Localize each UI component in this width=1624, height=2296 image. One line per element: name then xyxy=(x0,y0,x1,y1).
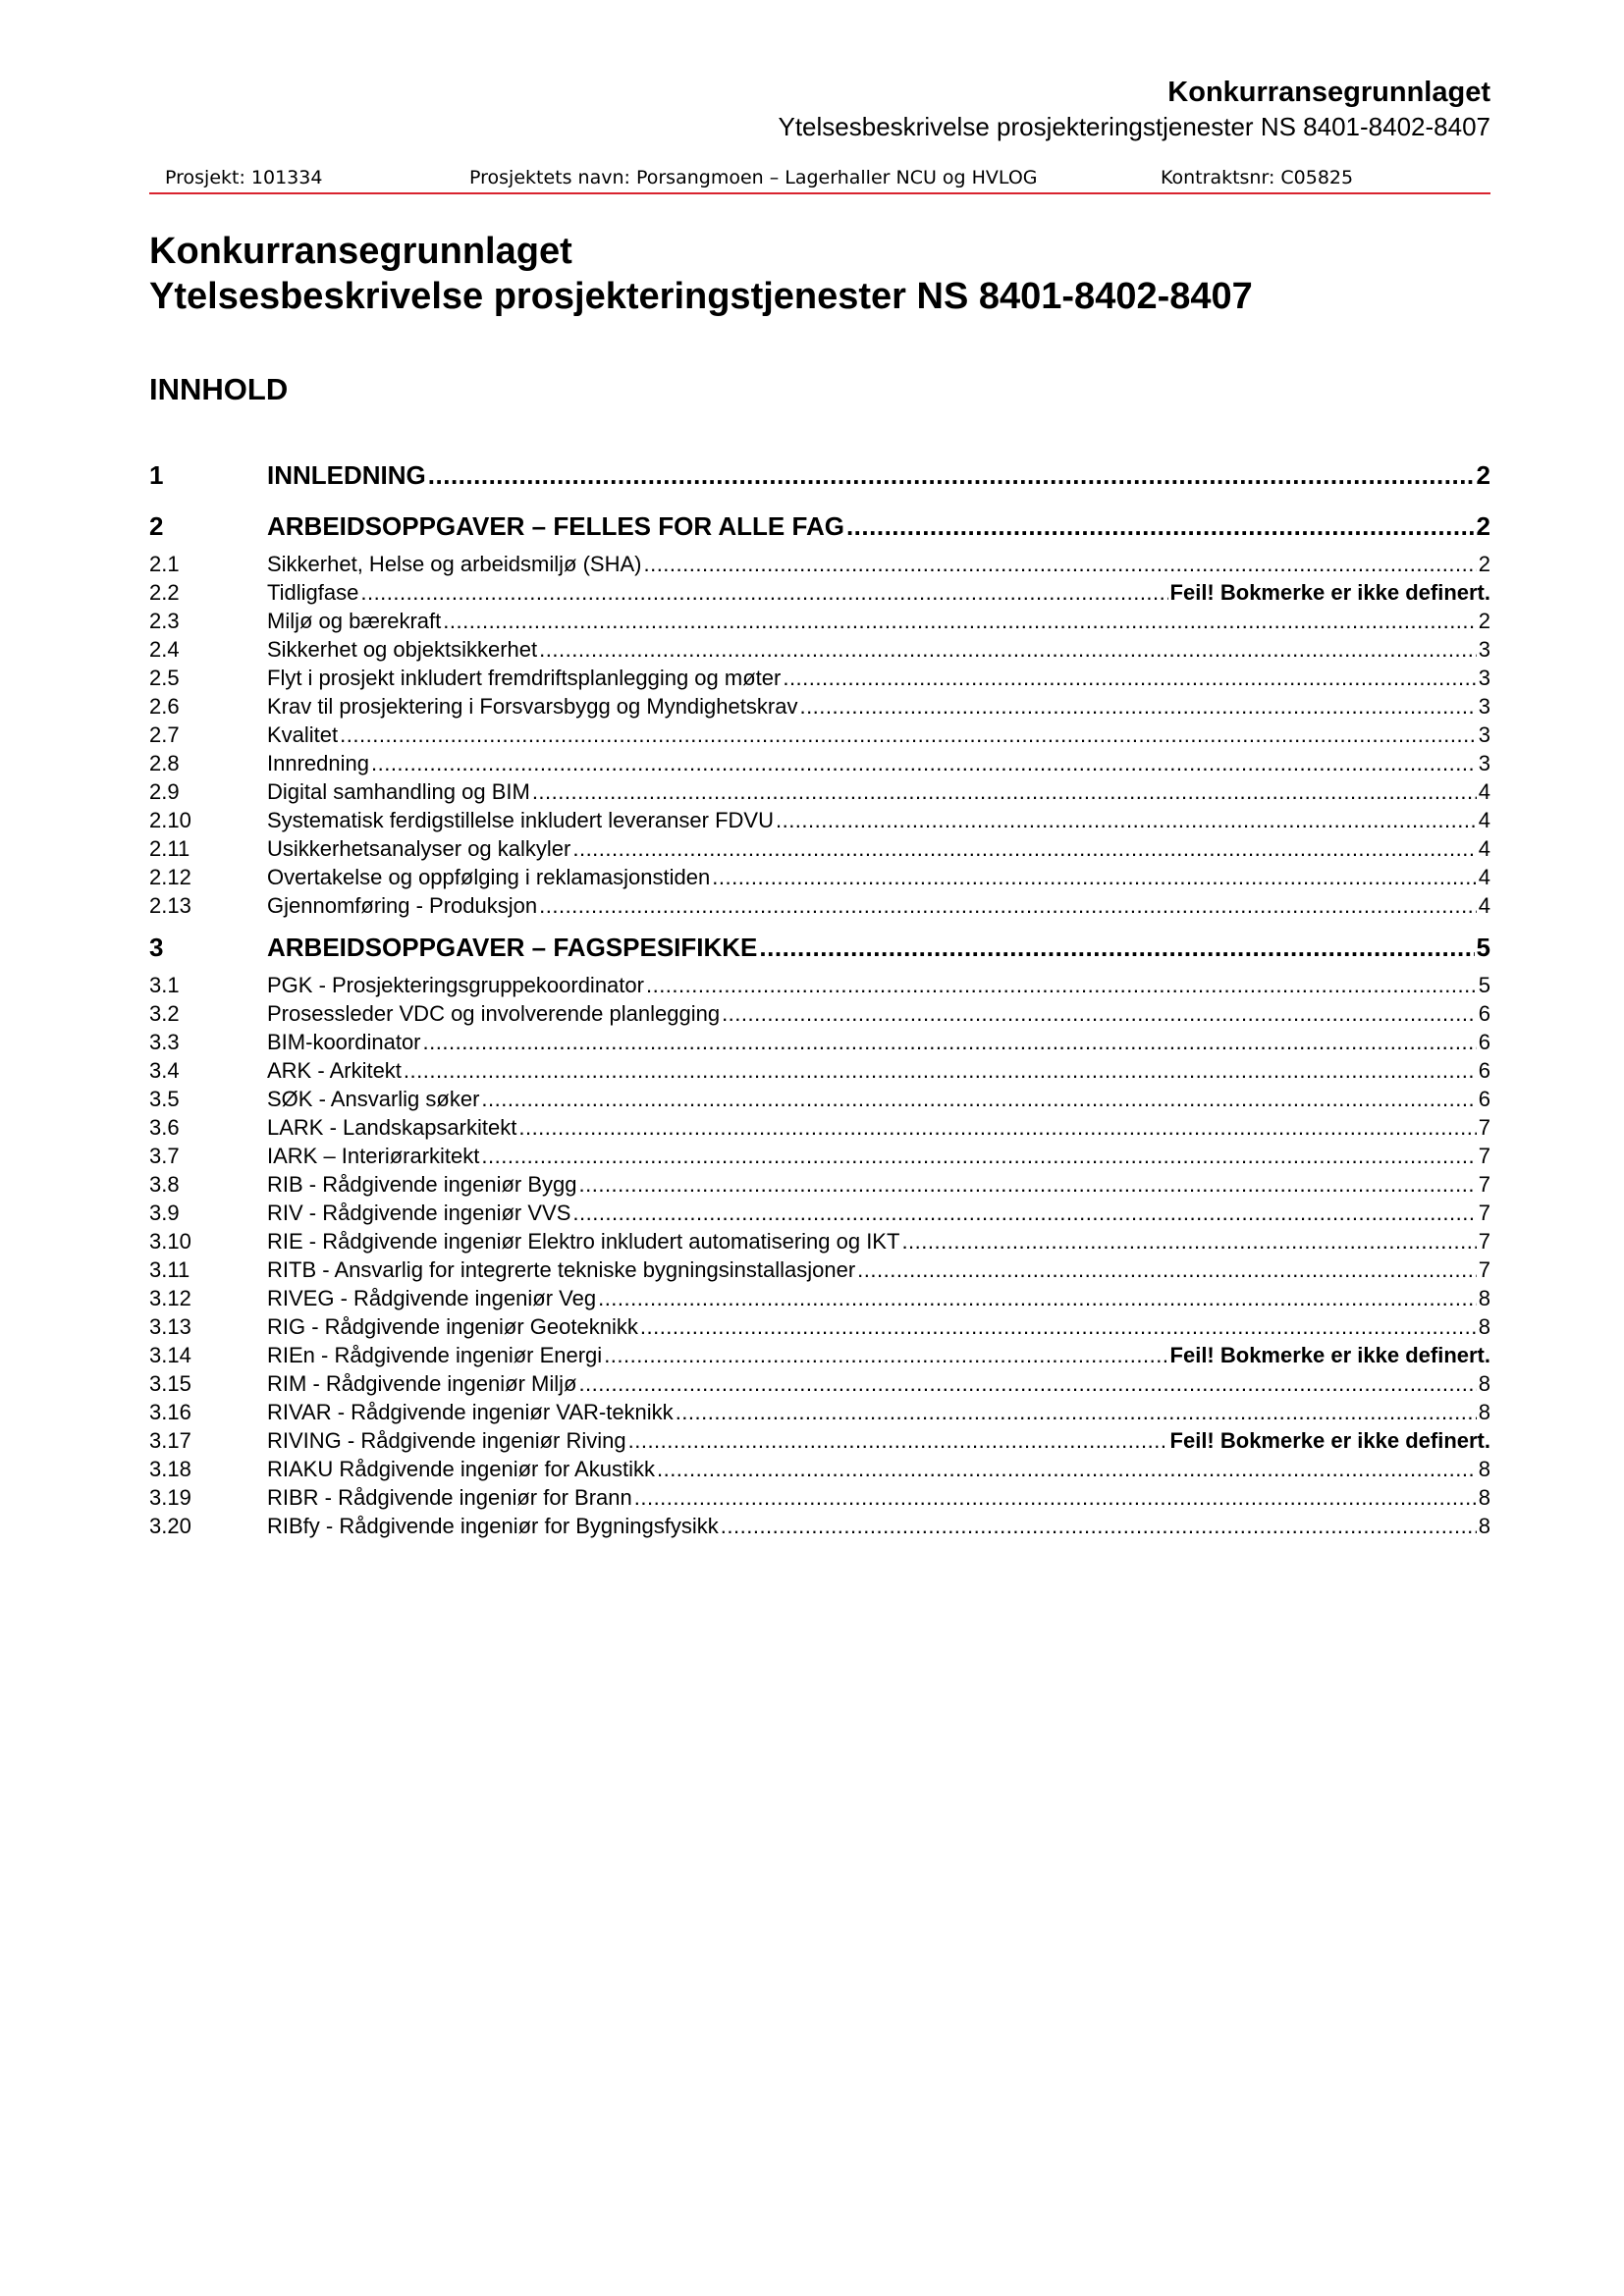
toc-page-number: 3 xyxy=(1478,637,1490,662)
toc-entry-number: 2.5 xyxy=(149,666,180,690)
toc-entry-number: 2.13 xyxy=(149,893,191,918)
toc-page-number: 7 xyxy=(1478,1229,1490,1254)
toc-page-number: 6 xyxy=(1478,1087,1490,1111)
toc-entry-title: Krav til prosjektering i Forsvarsbygg og Myndighetskrav xyxy=(267,694,798,719)
header-subtitle: Ytelsesbeskrivelse prosjekteringstjenester NS 8401-8402-8407 xyxy=(778,112,1490,141)
toc-entry-number: 3.12 xyxy=(149,1286,191,1310)
toc-entry-title: INNLEDNING xyxy=(267,460,426,490)
toc-entry-number: 2 xyxy=(149,511,164,541)
toc-entry-number: 3.2 xyxy=(149,1001,180,1026)
toc-dot-leader xyxy=(404,1056,1477,1085)
toc-dot-leader xyxy=(428,457,1475,493)
toc-entry-title: Systematisk ferdigstillelse inkludert leveranser FDVU xyxy=(267,808,774,832)
toc-entry-number: 2.11 xyxy=(149,836,190,861)
toc-entry-number: 3.13 xyxy=(149,1314,191,1339)
toc-bookmark-error: Feil! Bokmerke er ikke definert. xyxy=(1169,580,1490,605)
project-name: Prosjektets navn: Porsangmoen – Lagerhaller NCU og HVLOG xyxy=(469,167,1038,188)
toc-section-entry[interactable] xyxy=(149,930,1490,971)
toc-page-number: 5 xyxy=(1478,973,1490,997)
toc-dot-leader xyxy=(634,1483,1477,1512)
toc-dot-leader xyxy=(628,1426,1168,1455)
toc-subsection-entry[interactable] xyxy=(149,1512,1490,1540)
toc-page-number: 4 xyxy=(1478,836,1490,861)
toc-entry-title: Kvalitet xyxy=(267,722,339,747)
toc-dot-leader xyxy=(518,1113,1476,1142)
toc-entry-title: IARK – Interiørarkitekt xyxy=(267,1144,480,1168)
toc-entry-title: RIAKU Rådgivende ingeniør for Akustikk xyxy=(267,1457,655,1481)
toc-entry-number: 3.16 xyxy=(149,1400,191,1424)
toc-page-number: 7 xyxy=(1478,1144,1490,1168)
toc-entry-number: 3.15 xyxy=(149,1371,191,1396)
toc-entry-title: Usikkerhetsanalyser og kalkyler xyxy=(267,836,571,861)
toc-subsection-entry[interactable] xyxy=(149,578,1490,607)
toc-dot-leader xyxy=(640,1312,1477,1341)
toc-entry-number: 3.18 xyxy=(149,1457,191,1481)
toc-dot-leader xyxy=(360,578,1167,607)
toc-entry-number: 2.9 xyxy=(149,779,180,804)
toc-dot-leader xyxy=(423,1028,1477,1056)
toc-subsection-entry[interactable] xyxy=(149,971,1490,999)
toc-page-number: 3 xyxy=(1478,666,1490,690)
toc-dot-leader xyxy=(340,721,1477,749)
toc-page-number: 3 xyxy=(1478,751,1490,775)
toc-entry-title: Sikkerhet og objektsikkerhet xyxy=(267,637,538,662)
toc-heading: INNHOLD xyxy=(149,372,289,406)
toc-entry-title: RIB - Rådgivende ingeniør Bygg xyxy=(267,1172,577,1197)
toc-subsection-entry[interactable] xyxy=(149,749,1490,777)
toc-entry-title: RIV - Rådgivende ingeniør VVS xyxy=(267,1201,571,1225)
toc-entry-number: 2.8 xyxy=(149,751,180,775)
header-title: Konkurransegrunnlaget xyxy=(1167,77,1490,108)
toc-page-number: 6 xyxy=(1478,1058,1490,1083)
toc-dot-leader xyxy=(722,999,1477,1028)
toc-dot-leader xyxy=(481,1085,1476,1113)
table-of-contents xyxy=(149,457,1490,1540)
toc-dot-leader xyxy=(539,891,1477,920)
toc-entry-title: RIBfy - Rådgivende ingeniør for Bygningsfysikk xyxy=(267,1514,719,1538)
toc-dot-leader xyxy=(604,1341,1167,1369)
toc-dot-leader xyxy=(572,1199,1476,1227)
toc-subsection-entry[interactable] xyxy=(149,550,1490,578)
toc-entry-title: ARBEIDSOPPGAVER – FELLES FOR ALLE FAG xyxy=(267,511,844,541)
toc-dot-leader xyxy=(579,1170,1477,1199)
toc-entry-title: PGK - Prosjekteringsgruppekoordinator xyxy=(267,973,644,997)
toc-page-number: 2 xyxy=(1476,460,1490,490)
toc-subsection-entry[interactable] xyxy=(149,1028,1490,1056)
toc-page-number: 7 xyxy=(1478,1201,1490,1225)
document-title-line2: Ytelsesbeskrivelse prosjekteringstjenester NS 8401-8402-8407 xyxy=(149,276,1253,317)
toc-page-number: 7 xyxy=(1478,1257,1490,1282)
toc-subsection-entry[interactable] xyxy=(149,1341,1490,1369)
toc-entry-title: RIE - Rådgivende ingeniør Elektro inkludert automatisering og IKT xyxy=(267,1229,900,1254)
toc-entry-number: 2.1 xyxy=(149,552,180,576)
toc-page-number: 6 xyxy=(1478,1030,1490,1054)
toc-entry-title: RIG - Rådgivende ingeniør Geoteknikk xyxy=(267,1314,638,1339)
toc-section-entry[interactable] xyxy=(149,508,1490,550)
toc-page-number: 4 xyxy=(1478,808,1490,832)
toc-subsection-entry[interactable] xyxy=(149,777,1490,806)
toc-entry-number: 3.1 xyxy=(149,973,180,997)
toc-entry-title: RITB - Ansvarlig for integrerte tekniske bygningsinstallasjoner xyxy=(267,1257,856,1282)
toc-entry-number: 2.7 xyxy=(149,722,180,747)
toc-entry-title: ARBEIDSOPPGAVER – FAGSPESIFIKKE xyxy=(267,933,758,962)
toc-entry-number: 2.3 xyxy=(149,609,180,633)
toc-subsection-entry[interactable] xyxy=(149,607,1490,635)
toc-entry-title: ARK - Arkitekt xyxy=(267,1058,402,1083)
toc-page-number: 8 xyxy=(1478,1457,1490,1481)
toc-subsection-entry[interactable] xyxy=(149,692,1490,721)
toc-page-number: 2 xyxy=(1476,511,1490,541)
toc-dot-leader xyxy=(799,692,1476,721)
toc-dot-leader xyxy=(443,607,1476,635)
project-meta-row xyxy=(149,163,1490,194)
toc-page-number: 8 xyxy=(1478,1400,1490,1424)
toc-entry-title: Gjennomføring - Produksjon xyxy=(267,893,538,918)
toc-entry-number: 2.4 xyxy=(149,637,180,662)
toc-entry-title: RIEn - Rådgivende ingeniør Energi xyxy=(267,1343,603,1367)
toc-subsection-entry[interactable] xyxy=(149,834,1490,863)
toc-page-number: 3 xyxy=(1478,694,1490,719)
toc-subsection-entry[interactable] xyxy=(149,721,1490,749)
project-number: Prosjekt: 101334 xyxy=(165,167,323,188)
toc-entry-title: Digital samhandling og BIM xyxy=(267,779,530,804)
toc-entry-number: 1 xyxy=(149,460,164,490)
toc-dot-leader xyxy=(676,1398,1477,1426)
toc-entry-title: SØK - Ansvarlig søker xyxy=(267,1087,480,1111)
toc-subsection-entry[interactable] xyxy=(149,1369,1490,1398)
document-title xyxy=(149,229,1490,319)
toc-dot-leader xyxy=(846,508,1475,544)
toc-subsection-entry[interactable] xyxy=(149,1056,1490,1085)
toc-entry-number: 3.7 xyxy=(149,1144,180,1168)
toc-dot-leader xyxy=(901,1227,1476,1255)
toc-subsection-entry[interactable] xyxy=(149,1085,1490,1113)
toc-page-number: 2 xyxy=(1478,609,1490,633)
toc-entry-number: 3.19 xyxy=(149,1485,191,1510)
toc-subsection-entry[interactable] xyxy=(149,1227,1490,1255)
toc-entry-title: Tidligfase xyxy=(267,580,359,605)
toc-dot-leader xyxy=(572,834,1476,863)
toc-subsection-entry[interactable] xyxy=(149,891,1490,920)
toc-entry-number: 3.20 xyxy=(149,1514,191,1538)
toc-dot-leader xyxy=(578,1369,1476,1398)
toc-entry-number: 3.8 xyxy=(149,1172,180,1197)
toc-page-number: 5 xyxy=(1476,933,1490,962)
toc-entry-title: RIVEG - Rådgivende ingeniør Veg xyxy=(267,1286,597,1310)
toc-dot-leader xyxy=(857,1255,1477,1284)
document-title-line1: Konkurransegrunnlaget xyxy=(149,231,572,272)
contract-number: Kontraktsnr: C05825 xyxy=(1161,167,1354,188)
toc-dot-leader xyxy=(783,664,1476,692)
toc-entry-title: Sikkerhet, Helse og arbeidsmiljø (SHA) xyxy=(267,552,642,576)
toc-entry-title: RIM - Rådgivende ingeniør Miljø xyxy=(267,1371,577,1396)
toc-dot-leader xyxy=(539,635,1477,664)
toc-dot-leader xyxy=(643,550,1476,578)
toc-subsection-entry[interactable] xyxy=(149,1142,1490,1170)
toc-page-number: 3 xyxy=(1478,722,1490,747)
toc-dot-leader xyxy=(646,971,1477,999)
toc-bookmark-error: Feil! Bokmerke er ikke definert. xyxy=(1169,1428,1490,1453)
toc-subsection-entry[interactable] xyxy=(149,1483,1490,1512)
toc-entry-title: RIBR - Rådgivende ingeniør for Brann xyxy=(267,1485,632,1510)
toc-section-entry[interactable] xyxy=(149,457,1490,499)
toc-entry-number: 2.2 xyxy=(149,580,180,605)
page-header xyxy=(149,75,1490,143)
toc-entry-number: 3.4 xyxy=(149,1058,180,1083)
toc-subsection-entry[interactable] xyxy=(149,1312,1490,1341)
toc-entry-number: 2.10 xyxy=(149,808,191,832)
toc-page-number: 8 xyxy=(1478,1485,1490,1510)
toc-dot-leader xyxy=(759,930,1474,965)
toc-entry-number: 3.3 xyxy=(149,1030,180,1054)
toc-entry-title: Miljø og bærekraft xyxy=(267,609,442,633)
toc-subsection-entry[interactable] xyxy=(149,1455,1490,1483)
toc-page-number: 4 xyxy=(1478,779,1490,804)
toc-entry-title: Innredning xyxy=(267,751,369,775)
toc-entry-title: Flyt i prosjekt inkludert fremdriftsplanlegging og møter xyxy=(267,666,782,690)
toc-entry-title: RIVING - Rådgivende ingeniør Riving xyxy=(267,1428,626,1453)
toc-entry-number: 3.14 xyxy=(149,1343,191,1367)
toc-subsection-entry[interactable] xyxy=(149,1199,1490,1227)
toc-subsection-entry[interactable] xyxy=(149,1255,1490,1284)
toc-entry-number: 3.11 xyxy=(149,1257,190,1282)
toc-dot-leader xyxy=(598,1284,1477,1312)
toc-subsection-entry[interactable] xyxy=(149,1170,1490,1199)
toc-subsection-entry[interactable] xyxy=(149,806,1490,834)
toc-page-number: 6 xyxy=(1478,1001,1490,1026)
toc-entry-title: Overtakelse og oppfølging i reklamasjonstiden xyxy=(267,865,711,889)
toc-entry-number: 3.9 xyxy=(149,1201,180,1225)
toc-page-number: 2 xyxy=(1478,552,1490,576)
toc-subsection-entry[interactable] xyxy=(149,1426,1490,1455)
toc-page-number: 7 xyxy=(1478,1172,1490,1197)
toc-entry-number: 2.12 xyxy=(149,865,191,889)
toc-subsection-entry[interactable] xyxy=(149,1284,1490,1312)
toc-dot-leader xyxy=(657,1455,1477,1483)
toc-subsection-entry[interactable] xyxy=(149,635,1490,664)
toc-entry-title: Prosessleder VDC og involverende planlegging xyxy=(267,1001,721,1026)
toc-page-number: 7 xyxy=(1478,1115,1490,1140)
toc-entry-number: 3.6 xyxy=(149,1115,180,1140)
toc-entry-number: 3.10 xyxy=(149,1229,191,1254)
toc-page-number: 8 xyxy=(1478,1286,1490,1310)
toc-bookmark-error: Feil! Bokmerke er ikke definert. xyxy=(1169,1343,1490,1367)
toc-page-number: 4 xyxy=(1478,865,1490,889)
toc-dot-leader xyxy=(532,777,1477,806)
toc-entry-title: BIM-koordinator xyxy=(267,1030,421,1054)
toc-page-number: 8 xyxy=(1478,1371,1490,1396)
toc-dot-leader xyxy=(776,806,1477,834)
toc-page-number: 8 xyxy=(1478,1314,1490,1339)
toc-entry-title: LARK - Landskapsarkitekt xyxy=(267,1115,517,1140)
toc-entry-number: 3.17 xyxy=(149,1428,191,1453)
toc-subsection-entry[interactable] xyxy=(149,999,1490,1028)
toc-entry-number: 3 xyxy=(149,933,164,962)
toc-subsection-entry[interactable] xyxy=(149,664,1490,692)
toc-entry-number: 2.6 xyxy=(149,694,180,719)
toc-page-number: 4 xyxy=(1478,893,1490,918)
toc-page-number: 8 xyxy=(1478,1514,1490,1538)
toc-subsection-entry[interactable] xyxy=(149,1113,1490,1142)
toc-entry-number: 3.5 xyxy=(149,1087,180,1111)
toc-dot-leader xyxy=(371,749,1477,777)
toc-subsection-entry[interactable] xyxy=(149,1398,1490,1426)
toc-subsection-entry[interactable] xyxy=(149,863,1490,891)
toc-entry-title: RIVAR - Rådgivende ingeniør VAR-teknikk xyxy=(267,1400,674,1424)
toc-dot-leader xyxy=(712,863,1477,891)
toc-dot-leader xyxy=(481,1142,1476,1170)
toc-dot-leader xyxy=(721,1512,1477,1540)
